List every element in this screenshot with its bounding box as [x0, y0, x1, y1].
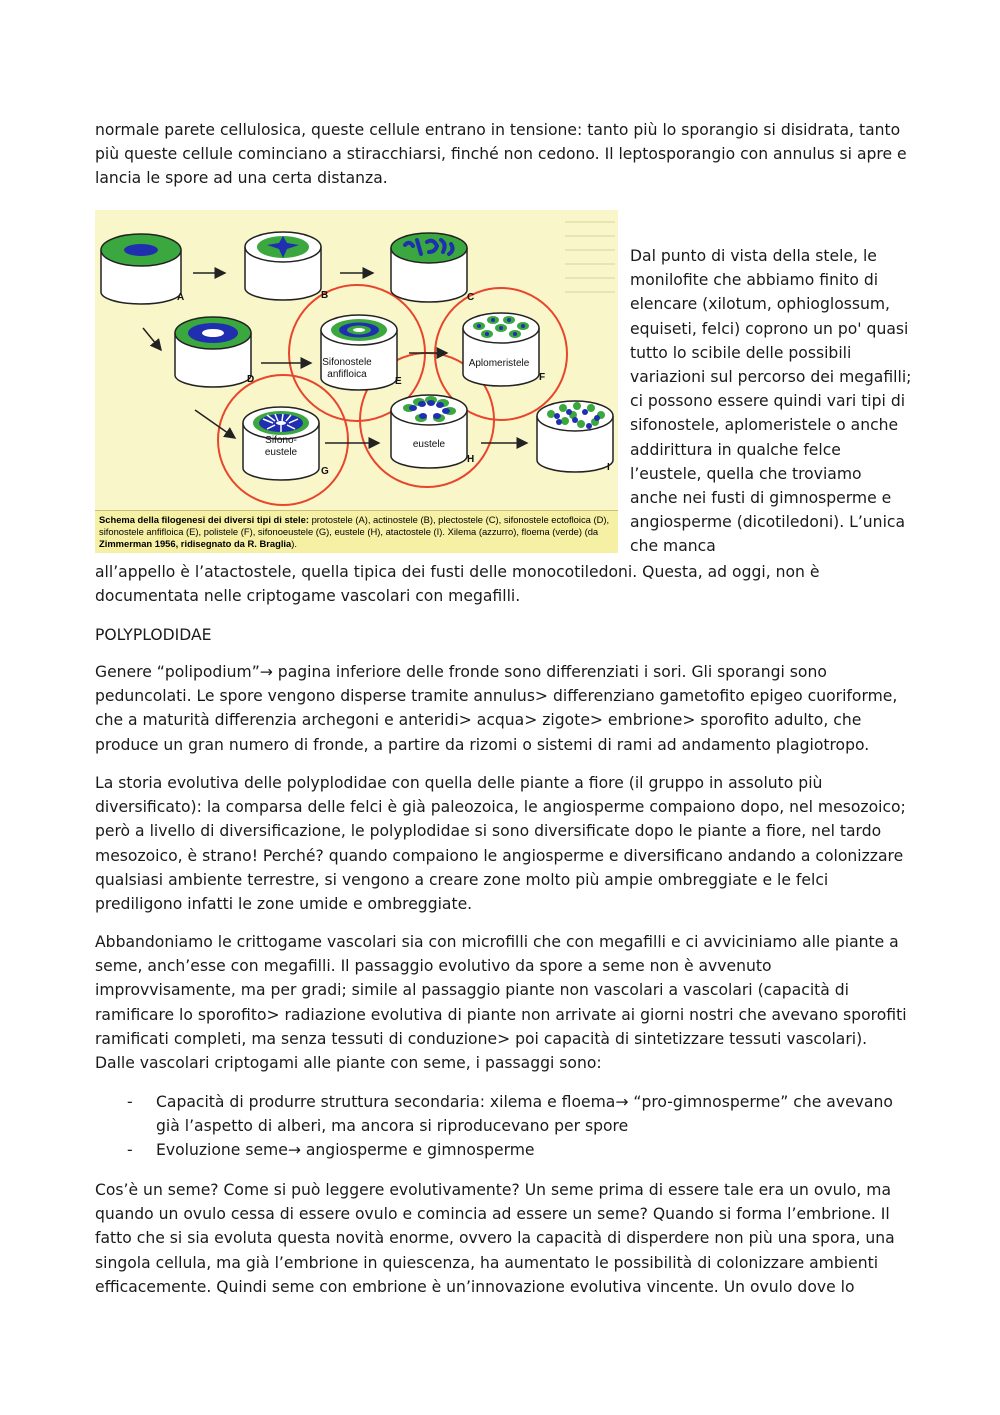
stele-diagram: [95, 210, 618, 510]
paragraph-seme: Cos’è un seme? Come si può leggere evolutivamente? Un seme prima di essere tale era un ovulo, ma quando un ovulo cessa di essere ovulo e comincia ad essere un seme? Quando si forma l’embrione. Il fatto che si sia evoluta questa novità enorme, ovvero la capacità di disperdere non più una spora, una singola cellula, ma già l’embrione in quiescenza, ha aumentato le possibilità di colonizzare ambienti efficacemente. Quindi seme con embrione è un’innovazione evolutiva vincente. Un ovulo dove lo: [95, 1181, 895, 1296]
label-sifonoeustele-line1: Sifono-: [265, 435, 297, 446]
paragraph-storia: La storia evolutiva delle polyplodidae con quella delle piante a fiore (il gruppo in assoluto più diversificato): la comparsa delle felci è già paleozoica, le angiosperme compaiono dopo, nel mesozoico; però a livello di diversificazione, le polyplodidae si sono diversificate dopo le piante a fiore, nel tardo mesozoico, è strano! Perché? quando compaiono le angiosperme e diversificano andando a colonizzare qualsiasi ambiente terrestre, si vengono a creare zone molto più ampie ombreggiate e le felci prediligono infatti le zone umide e ombreggiate.: [95, 774, 906, 914]
stele-phylogeny-figure: [95, 210, 618, 553]
paragraph-genere: Genere “polipodium”→ pagina inferiore delle fronde sono differenziati i sori. Gli sporangi sono peduncolati. Le spore vengono disperse tramite annulus> differenziano gametofito epigeo cuoriforme, che a maturità differenzia archegoni e anteridi> acqua> zigote> embrione> sporofito adulto, che produce un gran numero di fronde, a partire da rizomi o sistemi di rami ad andamento plagiotropo.: [95, 663, 898, 754]
label-aplomeristele: Aplomeristele: [468, 358, 530, 369]
letter-a: A: [177, 292, 185, 303]
figure-caption: Schema della filogenesi dei diversi tipi di stele: protostele (A), actinostele (B), plectostele (C), sifonostele ectofloica (D), sifonostele anfifloica (E), polistele (F), sifonoeustele (G), eustele (H), atactostele (I). Xilema (azzurro), floema (verde) (da Zimmerman 1956, ridisegnato da R. Braglia).: [95, 510, 618, 553]
label-sifonostele-line1: Sifonostele: [322, 357, 372, 368]
letter-g: G: [321, 466, 329, 477]
top-paragraph: normale parete cellulosica, queste cellule entrano in tensione: tanto più lo sporangio si disidrata, tanto più queste cellule cominciano a stiracchiarsi, finché non cedono. Il leptosporangio con annulus si apre e lancia le spore ad una certa distanza.: [95, 121, 907, 188]
letter-h: H: [467, 454, 475, 465]
steps-list: [95, 1090, 910, 1163]
stele-c-plectostele: [391, 233, 467, 302]
letter-c: C: [467, 292, 475, 303]
side-paragraph: Dal punto di vista della stele, le monilofite che abbiamo finito di elencare (xilotum, ophioglossum, equiseti, felci) coprono un po' quasi tutto lo scibile delle possibili variazioni sul percorso dei megafilli; ci possono essere quindi vari tipi di sifonostele, aplomeristele o anche addirittura in qualche felce l’eustele, quella che troviamo anche nei fusti di gimnosperme e angiosperme (dicotiledoni). L’unica che manca: [630, 247, 912, 556]
section-heading: POLYPLODIDAE: [95, 626, 212, 644]
stele-f-aplomeristele: [463, 313, 539, 386]
label-sifonoeustele-line2: eustele: [264, 447, 298, 458]
letter-f: F: [539, 372, 546, 383]
label-eustele: eustele: [412, 439, 446, 450]
letter-b: B: [321, 290, 329, 301]
list-item: - Capacità di produrre struttura secondaria: xilema e floema→ “pro-gimnosperme” che avevano già l’aspetto di alberi, ma ancora si riproducevano per spore: [127, 1093, 893, 1136]
label-sifonostele-line2: anfifloica: [327, 369, 367, 380]
letter-d: D: [247, 374, 255, 385]
after-figure-paragraph: all’appello è l’atactostele, quella tipica dei fusti delle monocotiledoni. Questa, ad oggi, non è documentata nelle criptogame vascolari con megafilli.: [95, 563, 820, 606]
stele-d-siphonostele-ectofloica: [175, 317, 251, 387]
stele-h-eustele: [391, 395, 467, 468]
stele-a-protostele: [101, 234, 181, 304]
stele-i-atactostele: [537, 401, 613, 472]
letter-e: E: [395, 376, 402, 387]
paragraph-abbandoniamo: Abbandoniamo le crittogame vascolari sia con microfilli che con megafilli e ci avviciniamo alle piante a seme, anch’esse con megafilli. Il passaggio evolutivo da spore a seme non è avvenuto improvvisamente, ma per gradi; simile al passaggio piante non vascolari a vascolari (capacità di ramificare lo sporofito> radiazione evolutiva di piante non arrivate ai giorni nostri che avevano sporofiti ramificati completi, ma senza tessuti di conduzione> poi capacità di sintetizzare tessuti vascolari). Dalle vascolari criptogami alle piante con seme, i passaggi sono:: [95, 933, 907, 1073]
list-item: - Evoluzione seme→ angiosperme e gimnosperme: [127, 1141, 535, 1160]
stele-b-actinostele: [245, 232, 321, 300]
letter-i: I: [607, 462, 610, 473]
